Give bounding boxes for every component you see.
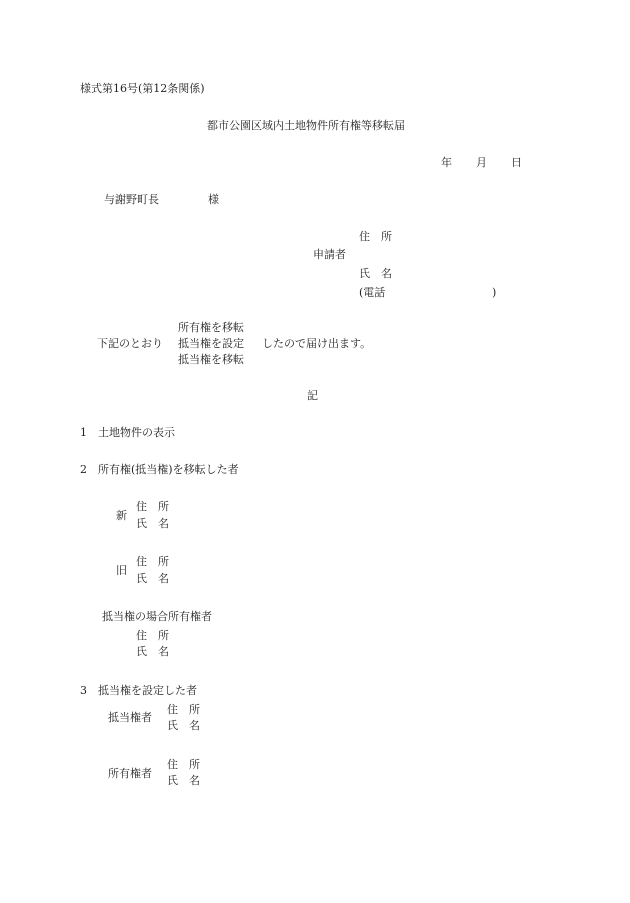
statement-suffix: したので届け出ます。 xyxy=(262,337,372,350)
ki-heading: 記 xyxy=(307,389,318,402)
statement-option-3: 抵当権を移転 xyxy=(178,353,244,366)
section-2-new-label: 新 xyxy=(116,509,127,522)
date-year: 年 xyxy=(441,156,452,169)
section-3-owner-name-label: 氏 名 xyxy=(167,774,200,787)
statement-prefix: 下記のとおり xyxy=(97,337,163,350)
section-2-new-name-label: 氏 名 xyxy=(136,517,169,530)
section-2-mortgage-owner-address-label: 住 所 xyxy=(136,629,169,642)
section-3-mortgagee-address-label: 住 所 xyxy=(167,703,200,716)
applicant-role-label: 申請者 xyxy=(313,248,346,261)
section-2-old-label: 旧 xyxy=(116,564,127,577)
date-month: 月 xyxy=(476,156,487,169)
section-2-new-address-label: 住 所 xyxy=(136,500,169,513)
section-3-mortgagee-label: 抵当権者 xyxy=(108,711,152,724)
section-1-heading: 1 土地物件の表示 xyxy=(80,426,175,439)
statement-option-2: 抵当権を設定 xyxy=(178,337,244,350)
date-day: 日 xyxy=(511,156,522,169)
statement-option-1: 所有権を移転 xyxy=(178,321,244,334)
section-3-mortgagee-name-label: 氏 名 xyxy=(167,719,200,732)
form-title: 都市公園区域内土地物件所有権等移転届 xyxy=(207,119,405,132)
addressee-name: 与謝野町長 xyxy=(104,193,159,206)
section-2-heading: 2 所有権(抵当権)を移転した者 xyxy=(80,463,239,476)
section-2-mortgage-owner-label: 抵当権の場合所有権者 xyxy=(102,610,212,623)
form-number: 様式第16号(第12条関係) xyxy=(80,82,205,95)
section-3-owner-address-label: 住 所 xyxy=(167,758,200,771)
addressee-honorific: 様 xyxy=(208,193,219,206)
applicant-phone-close: ) xyxy=(492,286,497,299)
section-2-mortgage-owner-name-label: 氏 名 xyxy=(136,645,169,658)
applicant-address-label: 住 所 xyxy=(359,230,392,243)
section-2-old-address-label: 住 所 xyxy=(136,555,169,568)
section-3-owner-label: 所有権者 xyxy=(108,767,152,780)
applicant-name-label: 氏 名 xyxy=(359,267,392,280)
section-3-heading: 3 抵当権を設定した者 xyxy=(80,684,197,697)
applicant-phone-open: (電話 xyxy=(359,286,386,299)
section-2-old-name-label: 氏 名 xyxy=(136,572,169,585)
